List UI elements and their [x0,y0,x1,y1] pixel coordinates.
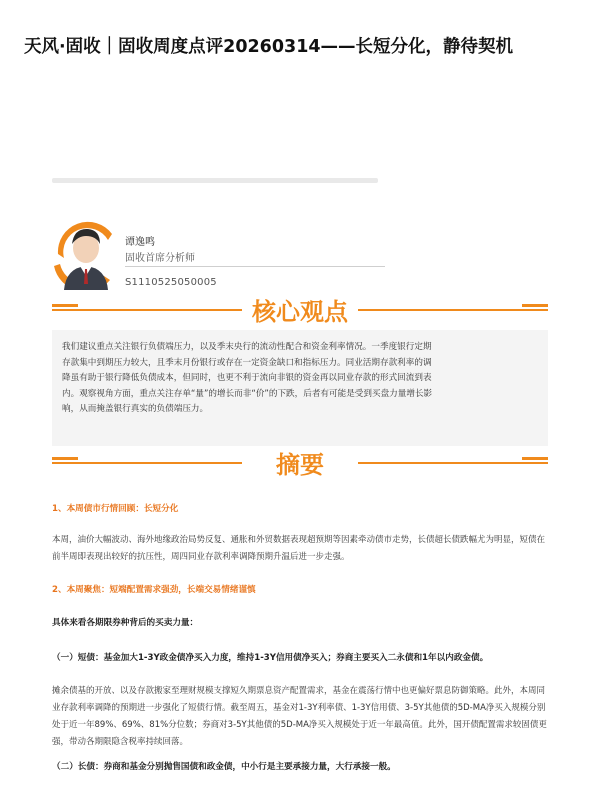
summary-short-bond: （一）短债：基金加大1-3Y政金债净买入力度，维持1-3Y信用债净买入；券商主要买入二永债和1年以内政金债。 [52,653,489,663]
summary-heading [52,447,548,477]
summary-paragraph-2: 摊余债基的开放、以及存款搬家至理财规模支撑短久期票息资产配置需求，基金在震荡行情中也更偏好票息防御策略。此外，本周同业存款利率调降的预期进一步强化了短债行情。截至周五，基金对1-3Y利率债、1-3Y信用债、3-5Y其他债的5D-MA净买入规模分别处于近一年89%、69%、81%分位数；券商对3-5Y其他债的5D-MA净买入规模处于近一年最高值。此外，国开债配置需求较固债更强，带动各期限隐含税率持续回落。 [52,686,547,747]
analyst-name: 谭逸鸣 [125,237,155,248]
analyst-divider [125,266,385,267]
divider-bar [52,178,378,183]
core-view-heading [52,294,548,324]
summary-subheading-1: 1、本周债市行情回顾：长短分化 [52,504,179,514]
summary-paragraph-1: 本周，油价大幅波动、海外地缘政治局势反复、通胀和外贸数据表现超预期等因素牵动债市走势，长债超长债跌幅尤为明显，短债在前半周即表现出较好的抗压性，周四同业存款利率调降预期升温后进一步走强。 [52,535,546,562]
analyst-role: 固收首席分析师 [125,253,195,264]
summary-long-bond: （二）长债：券商和基金分别抛售国债和政金债，中小行是主要承接力量，大行承接一般。 [52,762,396,772]
analyst-cert-number: S1110525050005 [125,277,217,288]
summary-subheading-2: 2、本周聚焦：短端配置需求强劲，长端交易情绪谨慎 [52,585,256,595]
summary-question: 具体来看各期限券种背后的买卖力量： [52,618,199,628]
page-title: 天风·固收｜固收周度点评20260314——长短分化，静待契机 [24,37,514,57]
core-view-box: 我们建议重点关注银行负债端压力，以及季末央行的流动性配合和资金利率情况。一季度银行定期存款集中到期压力较大，且季末月份银行或存在一定资金缺口和指标压力。同业活期存款利率的调降虽有助于银行降低负债成本，但同时，也更不利于流向非银的资金再以同业存款的形式回流到表内。观察视角方面，重点关注存单“量”的增长而非“价”的下跌，后者有可能是受到买盘力量增长影响，从而掩盖银行真实的负债端压力。 [52,330,548,446]
analyst-avatar [52,214,120,290]
core-view-title: 核心观点 [242,298,358,326]
summary-title: 摘要 [266,451,334,479]
